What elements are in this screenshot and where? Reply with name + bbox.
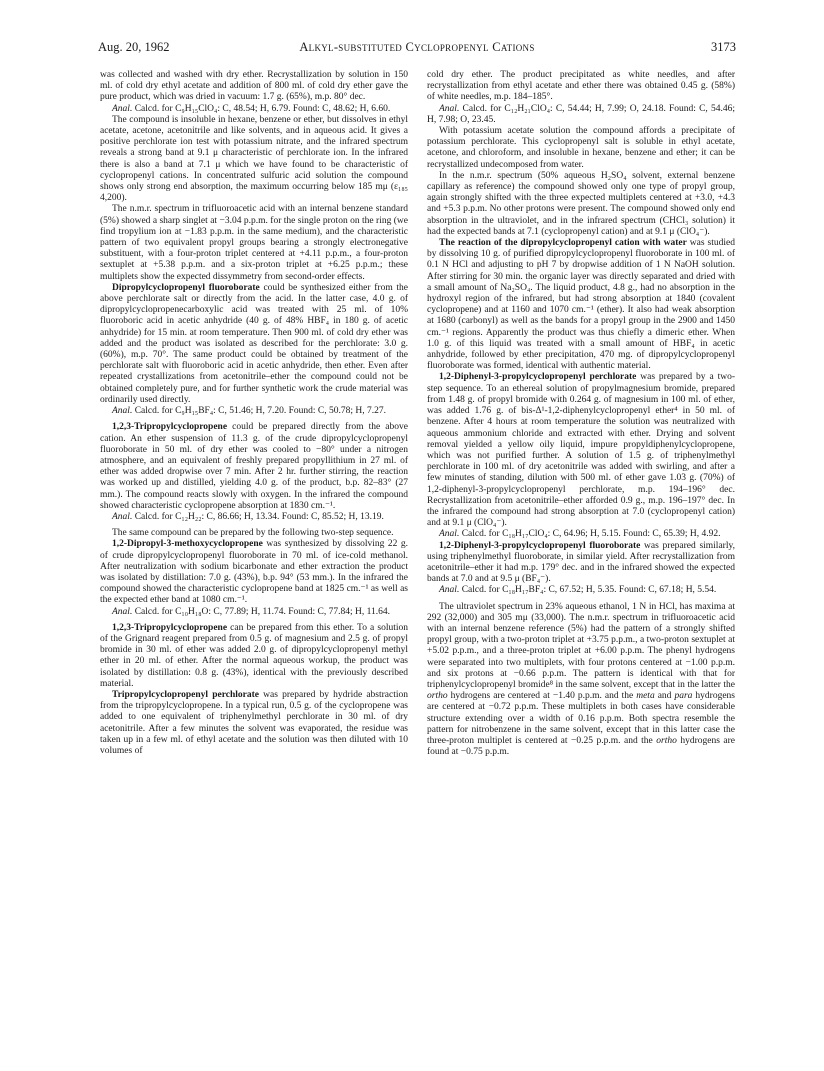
italic-text: Anal. xyxy=(112,511,133,522)
paragraph xyxy=(427,70,735,104)
journal-date: Aug. 20, 1962 xyxy=(98,40,170,54)
paragraph xyxy=(427,171,735,238)
text-run: The same compound can be prepared by the following two-step sequence. xyxy=(112,528,394,539)
page-number: 3173 xyxy=(711,40,736,54)
italic-text: Anal. xyxy=(112,606,133,617)
text-run: Calcd. for C₁₂H₂₁ClO₄: C, 54.44; H, 7.99; O, 24.18. Found: C, 54.46; H, 7.98; O, 23.45. xyxy=(427,103,735,125)
paragraph xyxy=(100,70,408,104)
compound-heading: 1,2,3-Tripropylcyclopropene xyxy=(112,422,228,433)
paragraph xyxy=(100,690,408,757)
compound-heading: The reaction of the dipropylcyclopropenyl cation with water xyxy=(439,238,687,249)
text-run: In the n.m.r. spectrum (50% aqueous H₂SO₄ solvent, external benzene capillary as reference) the compound showed only one type of propyl group, again strongly shifted with the three expected multiplets centered at +3.0, +4.3 and +5.3 p.p.m. No other protons were present. The compound showed only end absorption in the ultraviolet, and in the infrared spectrum (CHCl₃ solution) it had the expected bands at 7.1 (cyclopropenyl cation) and at 9.1 μ (ClO₄⁻). xyxy=(427,170,735,237)
text-run: The compound is insoluble in hexane, benzene or ether, but dissolves in ethyl acetate, acetone, acetonitrile and like solvents, and in aqueous acid. It gives a positive perchlorate ion test with potassium nitrate, and the infrared spectrum reveals a strong band at 9.1 μ characteristic of perchlorate ion. In the infrared there is also a band at 7.1 μ which we have found to be characteristic of cyclopropenyl cations. In concentrated sulfuric acid solution the compound shows only strong end absorption, the maximum occurring below 185 mμ (ε₁₈₅ 4,200). xyxy=(100,114,408,204)
paragraph xyxy=(427,602,735,759)
paragraph xyxy=(427,585,735,596)
italic-text: Anal. xyxy=(439,585,460,596)
paragraph xyxy=(100,528,408,539)
paragraph xyxy=(100,512,408,523)
text-run: Calcd. for C₁₂H₂₂: C, 86.66; H, 13.34. Found: C, 85.52; H, 13.19. xyxy=(132,511,384,522)
text-run: was prepared by a two-step sequence. To an ethereal solution of propylmagnesium bromide, prepared from 1.48 g. of propyl bromide with 0.264 g. of magnesium in 100 ml. of ether, was added 1.76 g. of bis-Δ¹-1,2-diphenylcyclopropenyl ether⁴ in 50 ml. of benzene. After 4 hours at room temperature the solution was neutralized with aqueous ammonium chloride and extracted with ether. Drying and solvent removal yielded a yellow oily liquid, impure propyldiphenylcyclopropene, which was not purified further. A solution of 1.5 g. of triphenylmethyl perchlorate in 100 ml. of dry acetonitrile was added with swirling, and after a few minutes of standing, dilution with 500 ml. of ether gave 1.03 g. (70%) of 1,2-diphenyl-3-propylcyclopropenyl perchlorate, m.p. 194–196° dec. Recrystallization from acetonitrile–ether afforded 0.9 g., m.p. 196–197° dec. In the infrared the compound had strong absorption at 7.0 (cyclopropenyl cation) and at 9.1 μ (ClO₄⁻). xyxy=(427,372,735,529)
paragraph xyxy=(427,126,735,171)
text-run: Calcd. for C₁₈H₁₇ClO₄: C, 64.96; H, 5.15. Found: C, 65.39; H, 4.92. xyxy=(459,529,721,540)
compound-heading: 1,2,3-Tripropylcyclopropene xyxy=(112,622,228,633)
right-column xyxy=(427,70,735,758)
italic-text: ortho xyxy=(656,735,677,746)
text-run: hydrogens are found at −0.75 p.p.m. xyxy=(427,735,735,758)
text-run: With potassium acetate solution the compound affords a precipitate of potassium perchlorate. This cyclopropenyl salt is soluble in ethyl acetate, acetone, and chloroform, and insoluble in hexane, benzene and ether; it can be recrystallized undecomposed from water. xyxy=(427,126,735,170)
paragraph xyxy=(427,372,735,529)
text-run: hydrogens are centered at −1.40 p.p.m. and the xyxy=(447,691,637,702)
italic-text: Anal. xyxy=(439,529,460,540)
text-run: could be prepared directly from the above cation. An ether suspension of 11.3 g. of the crude dipropylcyclopropenyl fluoroborate in 50 ml. of dry ether was cooled to −80° under a nitrogen atmosphere, and an equivalent of freshly prepared propyllithium in 27 ml. of ether was added dropwise over 7 min. After 2 hr. further stirring, the reaction was worked up and distilled, yielding 4.0 g. of the product, b.p. 82–83° (27 mm.). The compound reacts slowly with oxygen. In the infrared the compound showed characteristic cyclopropene absorption at 1830 cm.⁻¹. xyxy=(100,422,408,511)
paragraph xyxy=(100,283,408,406)
text-run: can be prepared from this ether. To a solution of the Grignard reagent prepared from 0.5 g. of magnesium and 2.5 g. of propyl bromide in 30 ml. of ether was added 2.0 g. of dipropylcyclopropenyl methyl ether in 20 ml. of ether. After the normal aqueous workup, the product was isolated by distillation: 0.8 g. (43%), identical with the previously described material. xyxy=(100,622,408,689)
italic-text: meta xyxy=(636,691,655,702)
text-run: Calcd. for C₉H₁₅ClO₄: C, 48.54; H, 6.79. Found: C, 48.62; H, 6.60. xyxy=(132,103,391,114)
paragraph xyxy=(427,541,735,586)
text-run: Calcd. for C₁₈H₁₇BF₄: C, 67.52; H, 5.35. Found: C, 67.18; H, 5.54. xyxy=(459,585,717,596)
paragraph xyxy=(427,529,735,540)
compound-heading: 1,2-Diphenyl-3-propylcyclopropenyl perchlorate xyxy=(439,372,637,383)
paragraph xyxy=(100,539,408,606)
text-run: Calcd. for C₁₀H₁₈O: C, 77.89; H, 11.74. Found: C, 77.84; H, 11.64. xyxy=(132,606,391,617)
running-title: Alkyl-substituted Cyclopropenyl Cations xyxy=(299,40,535,54)
paragraph xyxy=(427,104,735,126)
paragraph xyxy=(100,406,408,417)
compound-heading: Dipropylcyclopropenyl fluoroborate xyxy=(112,282,260,293)
text-run: cold dry ether. The product precipitated as white needles, and after recrystallization from ethyl acetate and ether there was obtained 0.45 g. (58%) of white needles, m.p. 184–185°. xyxy=(427,70,735,103)
italic-text: ortho xyxy=(427,691,448,702)
compound-heading: 1,2-Diphenyl-3-propylcyclopropenyl fluoroborate xyxy=(439,540,641,551)
paragraph xyxy=(427,238,735,372)
text-run: was synthesized by dissolving 22 g. of crude dipropylcyclopropenyl fluoroborate in 70 ml. of ice-cold methanol. After neutralization with sodium bicarbonate and ether extraction the product was isolated by distillation: 7.0 g. (43%), b.p. 94° (53 mm.). In the infrared the compound showed the characteristic cyclopropene band at 1825 cm.⁻¹ as well as the expected ether band at 1080 cm.⁻¹. xyxy=(100,539,408,606)
italic-text: para xyxy=(674,691,693,702)
left-column xyxy=(100,70,408,757)
text-run: hydrogens are centered at −0.72 p.p.m. These multiplets in both cases have considerable structure extending over a width of 0.16 p.p.m. Both spectra resemble the pattern for nitrobenzene in the same solvent, except that in this latter case the three-proton multiplet is centered at −0.25 p.p.m. and the xyxy=(427,691,735,746)
compound-heading: Tripropylcyclopropenyl perchlorate xyxy=(112,689,260,700)
text-run: The n.m.r. spectrum in trifluoroacetic acid with an internal benzene standard (5%) showed a sharp singlet at −3.04 p.p.m. for the single proton on the ring (we find tropylium ion at −1.83 p.p.m. in the same medium), and the characteristic pattern of two equivalent propyl groups bearing a strongly electronegative substituent, with a four-proton triplet centered at +4.11 p.p.m., a four-proton sextuplet at +5.38 p.p.m. and a six-proton triplet at +6.25 p.p.m.; these multiplets show the expected dissymmetry from second-order effects. xyxy=(100,204,408,282)
paragraph xyxy=(100,104,408,115)
paragraph xyxy=(100,422,408,512)
text-run: was collected and washed with dry ether. Recrystallization by solution in 150 ml. of cold dry ethyl acetate and addition of 800 ml. of cold dry ether gave the pure product, which was dried in vacuum: 1.7 g. (65%), m.p. 80° dec. xyxy=(100,70,408,103)
text-run: could be synthesized either from the above perchlorate salt or directly from the acid. In the latter case, 4.0 g. of dipropylcyclopropenecarboxylic acid was treated with 25 ml. of 10% fluoroboric acid in acetic anhydride (40 g. of 48% HBF₄ in 180 g. of acetic anhydride) for 15 min. at room temperature. Then 900 ml. of cold dry ether was added and the product was isolated as described for the perchlorate: 3.0 g. (60%), m.p. 70°. The same product could be obtained by treatment of the perchlorate salt with fluoroboric acid in acetic anhydride, then ether. Even after repeated crystallizations from acetonitrile–ether the compound could not be obtained completely pure, and for further synthetic work the crude material was ordinarily used directly. xyxy=(100,282,408,405)
running-header xyxy=(98,40,736,56)
italic-text: Anal. xyxy=(439,103,460,114)
italic-text: Anal. xyxy=(112,103,133,114)
paragraph xyxy=(100,607,408,618)
text-run: was prepared by hydride abstraction from the tripropylcyclopropene. In a typical run, 0.5 g. of the cyclopropene was added to one equivalent of triphenylmethyl perchlorate in 30 ml. of dry acetonitrile. After a few minutes the solvent was evaporated, the residue was taken up in a few ml. of ethyl acetate and the solution was then diluted with 10 volumes of xyxy=(100,689,409,756)
text-run: and xyxy=(654,691,675,702)
text-run: was prepared similarly, using triphenylmethyl fluoroborate, in similar yield. After recrystallization from acetonitrile–ether it had m.p. 179° dec. and in the infrared showed the expected bands at 7.0 and at 9.5 μ (BF₄⁻). xyxy=(427,540,735,585)
compound-heading: 1,2-Dipropyl-3-methoxycyclopropene xyxy=(112,539,263,550)
text-run: was studied by dissolving 10 g. of purified dipropylcyclopropenyl fluoroborate in 100 ml. of 0.1 N HCl and adjusting to pH 7 by dropwise addition of 1 N NaOH solution. After stirring for 30 min. the organic layer was directly separated and dried with a small amount of Na₂SO₄. The liquid product, 4.8 g., had no absorption in the hydroxyl region of the infrared, but had strong absorption at 1840 (covalent cyclopropene) and at 1160 and 1070 cm.⁻¹ (ether). It also had weak absorption at 1680 (carbonyl) as well as the bands for a propyl group in the 2900 and 1450 cm.⁻¹ regions. Apparently the product was thus chiefly a dimeric ether. When 1.0 g. of this liquid was treated with a small amount of HBF₄ in acetic anhydride, followed by ether precipitation, 470 mg. of dipropylcyclopropenyl fluoroborate was formed, identical with authentic material. xyxy=(427,238,735,372)
text-run: Calcd. for C₉H₁₅BF₄: C, 51.46; H, 7.20. Found: C, 50.78; H, 7.27. xyxy=(132,406,386,417)
paragraph xyxy=(100,115,408,205)
paragraph xyxy=(100,623,408,690)
text-run: The ultraviolet spectrum in 23% aqueous ethanol, 1 N in HCl, has maxima at 292 (32,000) and 305 mμ (33,000). The n.m.r. spectrum in trifluoroacetic acid with an internal benzene reference (5%) had the pattern of a strongly shifted propyl group, with a two-proton triplet at +3.75 p.p.m., a two-proton sextuplet at +5.02 p.p.m., and a three-proton triplet at +6.00 p.p.m. The phenyl hydrogens were separated into two multiplets, with four protons centered at −1.00 p.p.m. and six protons at −0.66 p.p.m. The pattern is identical with that for triphenylcyclopropenyl bromide⁸ in the same solvent, except that in the latter the xyxy=(427,601,735,690)
paragraph xyxy=(100,204,408,282)
italic-text: Anal. xyxy=(112,406,133,417)
